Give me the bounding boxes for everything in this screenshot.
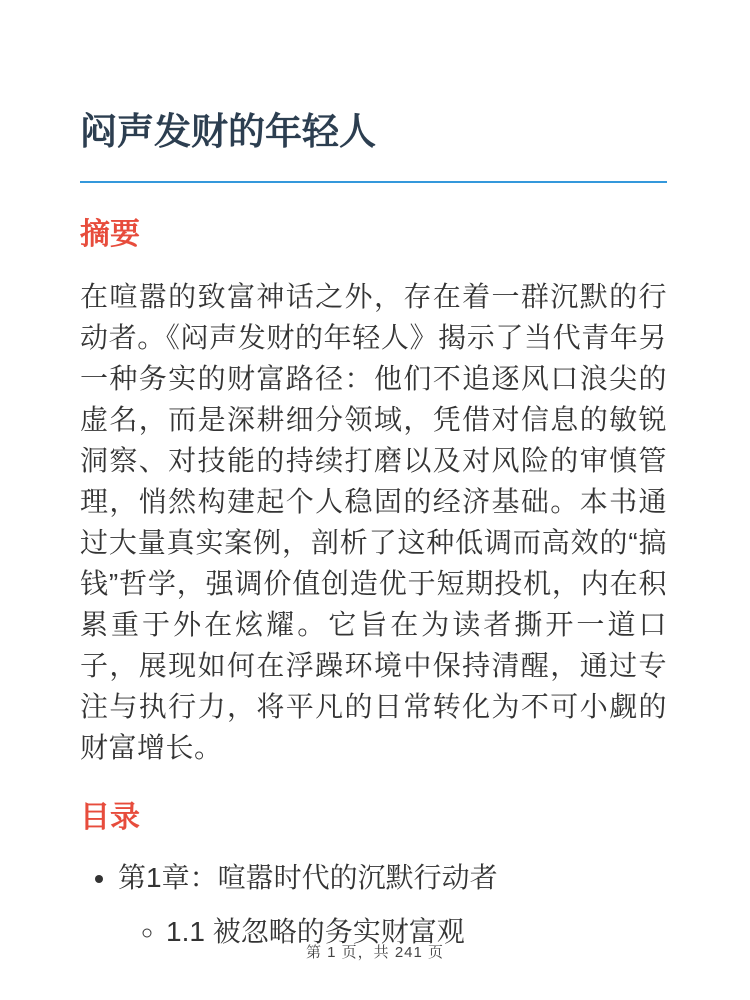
abstract-paragraph: 在喧嚣的致富神话之外，存在着一群沉默的行动者。《闷声发财的年轻人》揭示了当代青年另一种务实的财富路径：他们不追逐风口浪尖的虚名，而是深耕细分领域，凭借对信息的敏锐洞察、对技能的持续打磨以及对风险的审慎管理，悄然构建起个人稳固的经济基础。本书通过大量真实案例，剖析了这种低调而高效的“搞钱”哲学，强调价值创造优于短期投机，内在积累重于外在炫耀。它旨在为读者撕开一道口子，展现如何在浮躁环境中保持清醒，通过专注与执行力，将平凡的日常转化为不可小觑的财富增长。 [80,281,667,764]
toc-item-label: 第1章：喧嚣时代的沉默行动者 [118,861,498,893]
page-number-indicator: 第 1 页，共 241 页 [305,944,445,961]
toc-heading: 目录 [80,801,140,835]
toc-list [80,861,667,947]
toc-item-chapter-1 [118,861,667,947]
abstract-heading: 摘要 [80,217,140,251]
toc-subitem-label: 1.1 被忽略的务实财富观 [166,915,465,947]
page-title: 闷声发财的年轻人 [80,111,376,152]
title-divider-line [80,181,667,183]
